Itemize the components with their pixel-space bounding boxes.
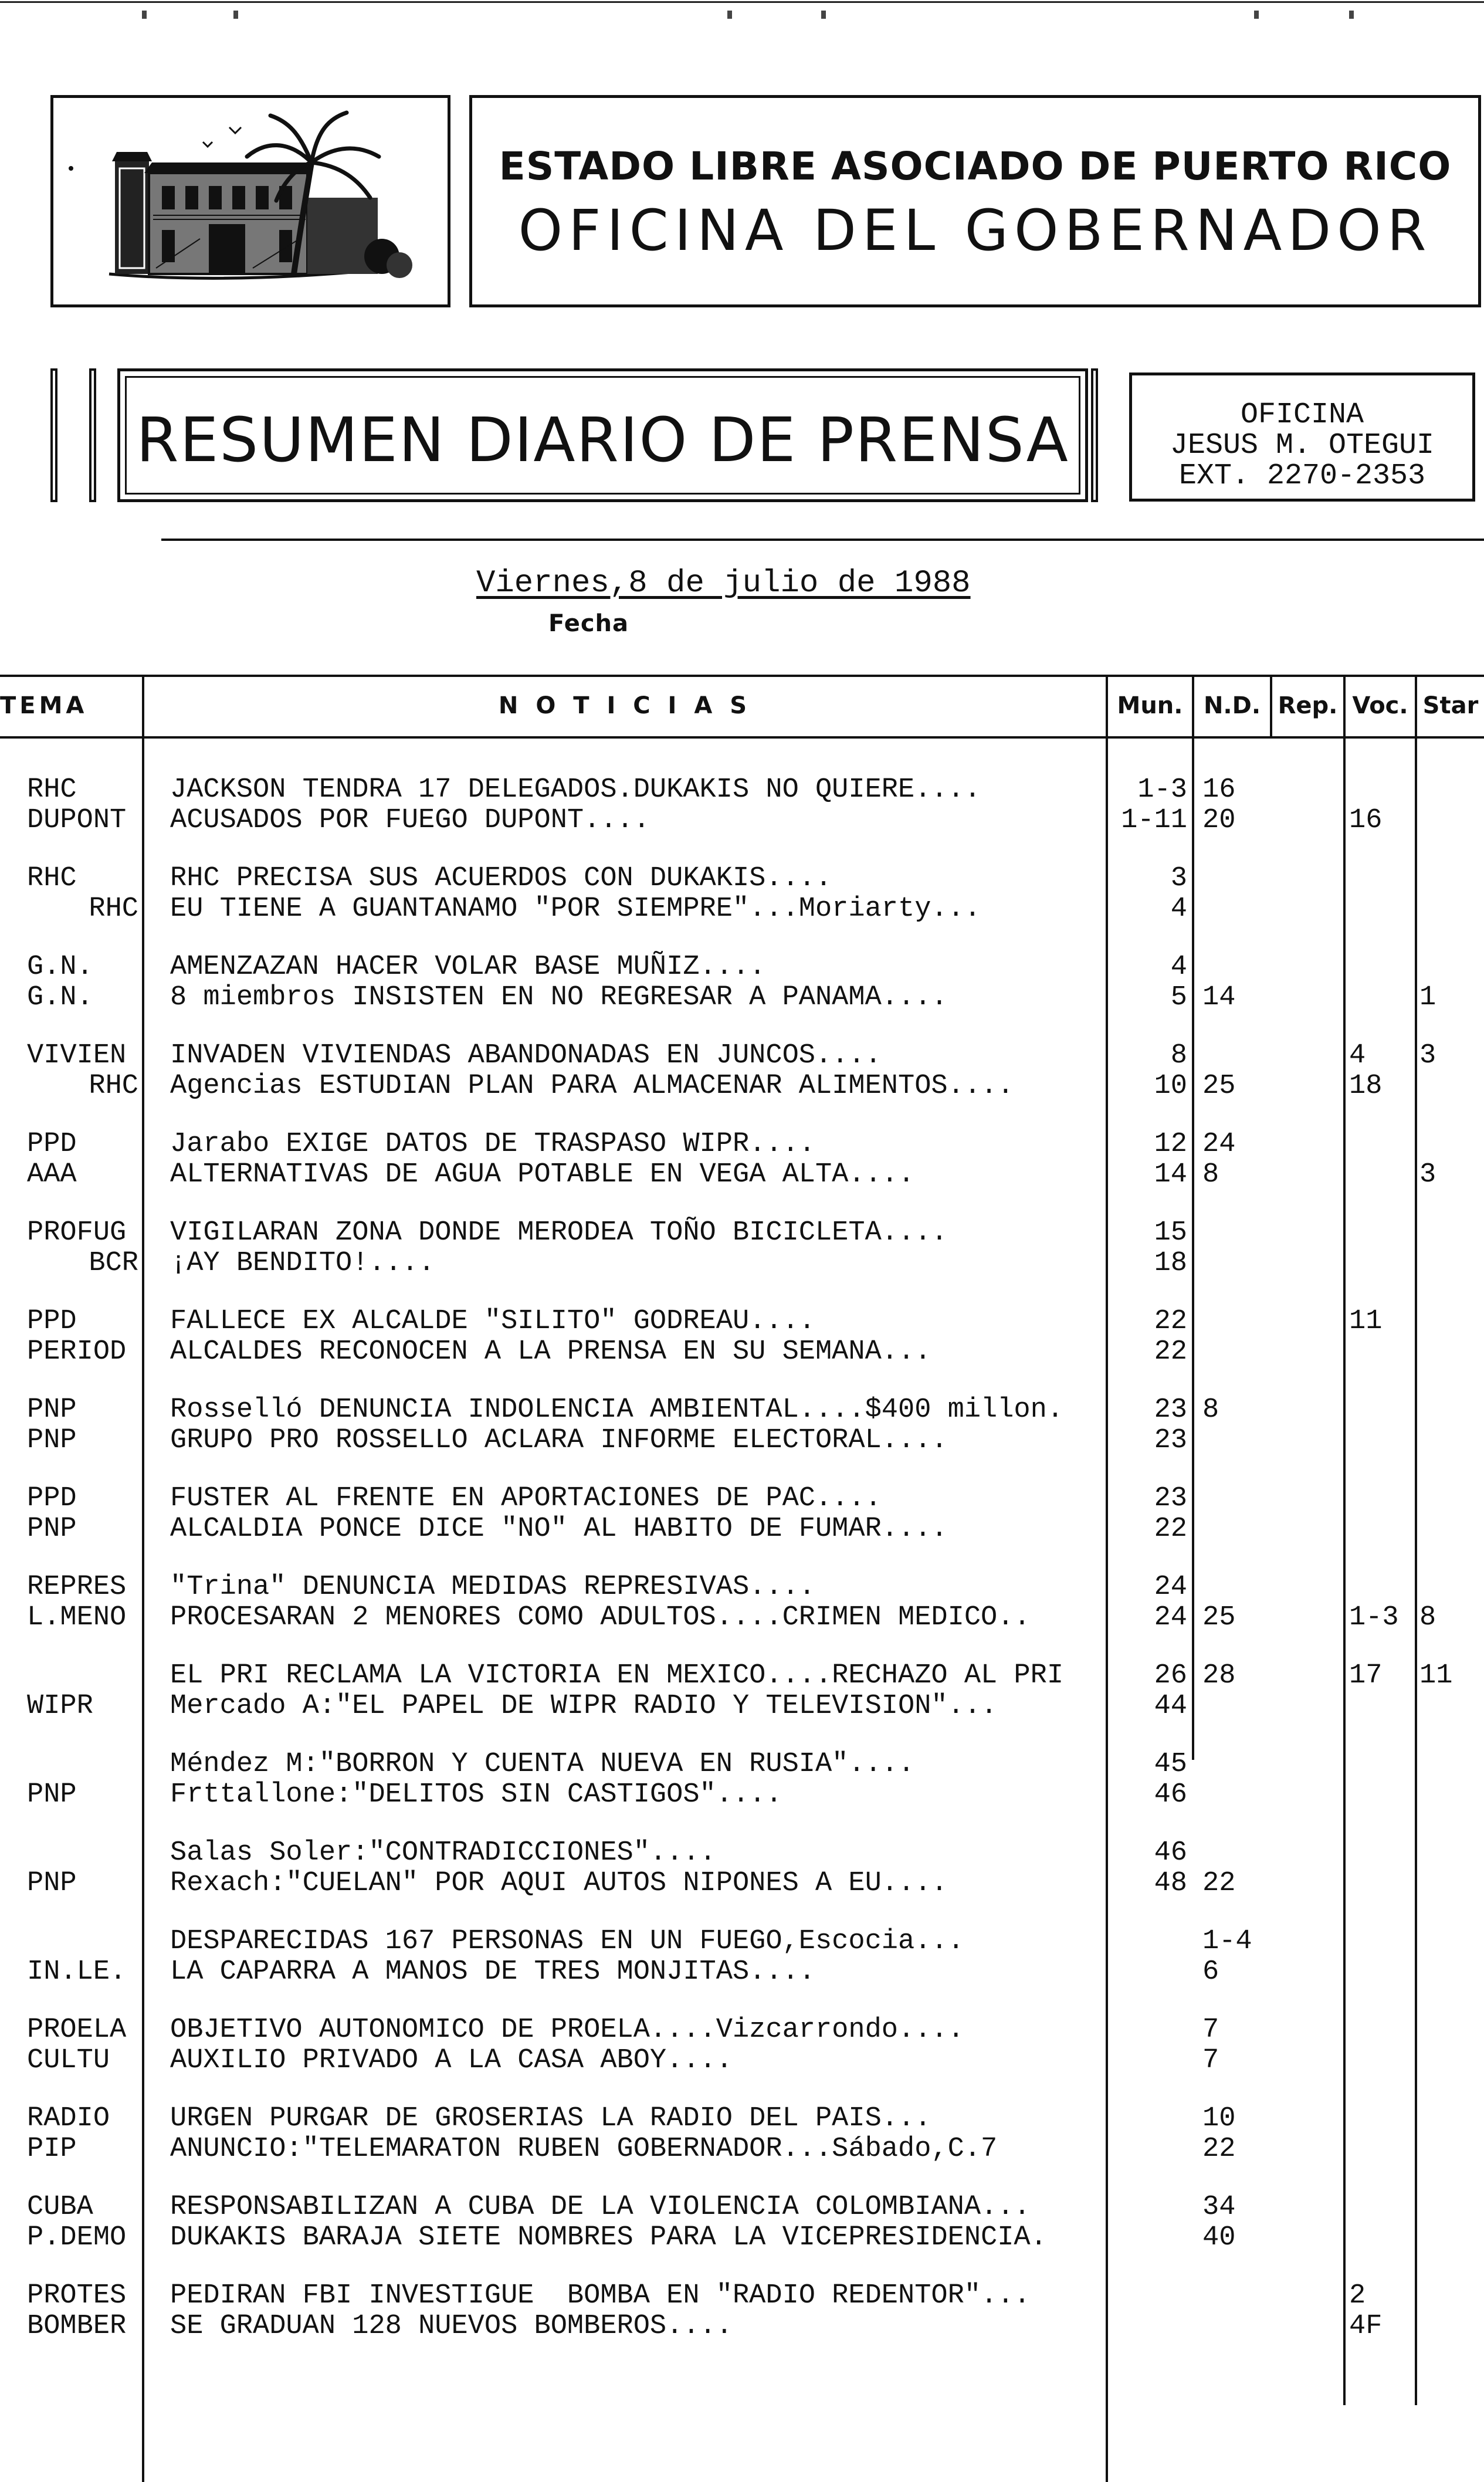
row-noticia: 8 miembros INSISTEN EN NO REGRESAR A PANAMA.... [170,982,948,1013]
row-nd: 24 [1202,1129,1236,1160]
row-noticia: FUSTER AL FRENTE EN APORTACIONES DE PAC.... [170,1483,882,1514]
row-tema: WIPR [27,1691,93,1722]
row-tema: BCR [89,1248,138,1279]
row-mun: 22 [1154,1513,1187,1545]
row-noticia: ACUSADOS POR FUEGO DUPONT.... [170,805,650,836]
row-tema: CUBA [27,2192,93,2223]
date-label: Fecha [548,610,629,637]
government-name: ESTADO LIBRE ASOCIADO DE PUERTO RICO [499,144,1452,189]
row-tema: PIP [27,2134,77,2165]
header-divider [161,539,1484,541]
row-nd: 8 [1202,1159,1219,1190]
row-nd: 1-4 [1202,1926,1252,1957]
scan-mark [142,11,147,19]
column-divider [1415,675,1417,2405]
row-tema: PNP [27,1513,77,1545]
row-mun: 46 [1154,1779,1187,1810]
row-mun: 44 [1154,1691,1187,1722]
row-mun: 15 [1154,1217,1187,1248]
row-tema: IN.LE. [27,1956,127,1987]
table-header-rule [0,736,1484,739]
governor-office-box [469,95,1481,307]
row-noticia: "Trina" DENUNCIA MEDIDAS REPRESIVAS.... [170,1572,815,1603]
row-mun: 23 [1154,1425,1187,1456]
row-tema: BOMBER [27,2311,127,2342]
row-noticia: ANUNCIO:"TELEMARATON RUBEN GOBERNADOR...Sábado,C.7 [170,2134,998,2165]
row-noticia: DESPARECIDAS 167 PERSONAS EN UN FUEGO,Escocia... [170,1926,964,1957]
row-mun: 26 [1154,1660,1187,1691]
row-noticia: ¡AY BENDITO!.... [170,1248,435,1279]
row-voc: 17 [1349,1660,1383,1691]
row-noticia: PEDIRAN FBI INVESTIGUE BOMBA EN "RADIO REDENTOR"... [170,2280,1031,2311]
column-divider [1343,675,1346,2405]
row-tema: G.N. [27,982,93,1013]
row-noticia: INVADEN VIVIENDAS ABANDONADAS EN JUNCOS.... [170,1040,882,1071]
row-voc: 4 [1349,1040,1366,1071]
row-voc: 2 [1349,2280,1366,2311]
row-noticia: SE GRADUAN 128 NUEVOS BOMBEROS.... [170,2311,733,2342]
row-tema: AAA [27,1159,77,1190]
row-tema: RHC [89,1071,138,1102]
row-voc: 1-3 [1349,1602,1399,1633]
row-tema: L.MENO [27,1602,127,1633]
row-mun: 24 [1154,1572,1187,1603]
row-nd: 22 [1202,2134,1236,2165]
date-value: Viernes,8 de julio de 1988 [476,566,971,601]
row-star: 3 [1419,1040,1436,1071]
row-noticia: RESPONSABILIZAN A CUBA DE LA VIOLENCIA COLOMBIANA... [170,2192,1031,2223]
row-nd: 7 [1202,2014,1219,2046]
row-noticia: JACKSON TENDRA 17 DELEGADOS.DUKAKIS NO QUIERE.... [170,774,981,805]
row-nd: 14 [1202,982,1236,1013]
row-mun: 23 [1154,1394,1187,1425]
row-mun: 10 [1154,1071,1187,1102]
row-tema: PNP [27,1425,77,1456]
contact-label: OFICINA [1240,398,1364,432]
row-mun: 1-3 [1137,774,1187,805]
column-header-rep: Rep. [1278,692,1338,719]
row-nd: 34 [1202,2192,1236,2223]
page-title: RESUMEN DIARIO DE PRENSA [136,404,1069,476]
scan-mark [1254,11,1259,19]
row-nd: 20 [1202,805,1236,836]
row-voc: 4F [1349,2311,1383,2342]
row-mun: 22 [1154,1336,1187,1367]
row-tema: PPD [27,1483,77,1514]
row-tema: RHC [89,893,138,925]
row-tema: DUPONT [27,805,127,836]
row-tema: REPRES [27,1572,127,1603]
row-noticia: Frttallone:"DELITOS SIN CASTIGOS".... [170,1779,782,1810]
row-mun: 45 [1154,1749,1187,1780]
row-noticia: DUKAKIS BARAJA SIETE NOMBRES PARA LA VICEPRESIDENCIA. [170,2222,1047,2253]
row-mun: 3 [1170,863,1187,894]
row-tema: RADIO [27,2103,110,2134]
row-mun: 1-11 [1121,805,1187,836]
row-voc: 11 [1349,1306,1383,1337]
row-noticia: ALCALDIA PONCE DICE "NO" AL HABITO DE FUMAR.... [170,1513,948,1545]
row-nd: 28 [1202,1660,1236,1691]
row-noticia: FALLECE EX ALCALDE "SILITO" GODREAU.... [170,1306,815,1337]
row-noticia: Salas Soler:"CONTRADICCIONES".... [170,1837,716,1868]
title-box [117,368,1088,502]
row-tema: PROFUG [27,1217,127,1248]
row-nd: 10 [1202,2103,1236,2134]
office-name: OFICINA DEL GOBERNADOR [518,198,1432,263]
row-mun: 24 [1154,1602,1187,1633]
row-noticia: Rexach:"CUELAN" POR AQUI AUTOS NIPONES A EU.... [170,1868,948,1899]
column-header-nd: N.D. [1203,692,1261,719]
fortaleza-logo [50,95,450,307]
scan-mark [233,11,238,19]
decorative-bar [89,368,96,502]
scan-mark [1349,11,1354,19]
top-edge-line [0,1,1484,3]
row-star: 11 [1419,1660,1453,1691]
column-header-tema: TEMA [0,692,88,719]
row-star: 8 [1419,1602,1436,1633]
contact-extension: EXT. 2270-2353 [1178,459,1426,493]
row-noticia: Méndez M:"BORRON Y CUENTA NUEVA EN RUSIA".... [170,1749,915,1780]
row-tema: RHC [27,863,77,894]
row-nd: 22 [1202,1868,1236,1899]
scan-mark [727,11,732,19]
contact-box [1129,373,1475,502]
row-nd: 25 [1202,1602,1236,1633]
row-tema: PPD [27,1306,77,1337]
column-header-mun: Mun. [1117,692,1183,719]
row-noticia: LA CAPARRA A MANOS DE TRES MONJITAS.... [170,1956,815,1987]
row-mun: 23 [1154,1483,1187,1514]
row-noticia: ALCALDES RECONOCEN A LA PRENSA EN SU SEMANA... [170,1336,931,1367]
row-tema: G.N. [27,952,93,983]
row-noticia: Mercado A:"EL PAPEL DE WIPR RADIO Y TELEVISION"... [170,1691,998,1722]
row-mun: 48 [1154,1868,1187,1899]
row-mun: 4 [1170,952,1187,983]
row-nd: 40 [1202,2222,1236,2253]
scan-mark [821,11,826,19]
row-star: 3 [1419,1159,1436,1190]
row-noticia: GRUPO PRO ROSSELLO ACLARA INFORME ELECTORAL.... [170,1425,948,1456]
column-header-star: Star [1422,692,1479,719]
row-tema: PNP [27,1394,77,1425]
row-noticia: Agencias ESTUDIAN PLAN PARA ALMACENAR ALIMENTOS.... [170,1071,1014,1102]
row-noticia: ALTERNATIVAS DE AGUA POTABLE EN VEGA ALTA.... [170,1159,915,1190]
decorative-bar [50,368,57,502]
row-nd: 16 [1202,774,1236,805]
row-tema: VIVIEN [27,1040,127,1071]
row-noticia: RHC PRECISA SUS ACUERDOS CON DUKAKIS.... [170,863,832,894]
row-noticia: Jarabo EXIGE DATOS DE TRASPASO WIPR.... [170,1129,815,1160]
row-voc: 18 [1349,1071,1383,1102]
row-noticia: VIGILARAN ZONA DONDE MERODEA TOÑO BICICLETA.... [170,1217,948,1248]
column-header-voc: Voc. [1352,692,1408,719]
row-mun: 8 [1170,1040,1187,1071]
row-tema: P.DEMO [27,2222,127,2253]
row-nd: 6 [1202,1956,1219,1987]
row-tema: PERIOD [27,1336,127,1367]
row-star: 1 [1419,982,1436,1013]
palace-palm-illustration [53,98,448,304]
row-mun: 12 [1154,1129,1187,1160]
row-noticia: PROCESARAN 2 MENORES COMO ADULTOS....CRIMEN MEDICO.. [170,1602,1031,1633]
decorative-bar [1091,368,1098,502]
row-noticia: URGEN PURGAR DE GROSERIAS LA RADIO DEL PAIS... [170,2103,931,2134]
row-noticia: AMENZAZAN HACER VOLAR BASE MUÑIZ.... [170,952,766,983]
row-mun: 18 [1154,1248,1187,1279]
row-noticia: AUXILIO PRIVADO A LA CASA ABOY.... [170,2045,733,2076]
row-tema: PROELA [27,2014,127,2046]
row-noticia: EL PRI RECLAMA LA VICTORIA EN MEXICO....RECHAZO AL PRI [170,1660,1064,1691]
row-mun: 22 [1154,1306,1187,1337]
row-noticia: EU TIENE A GUANTANAMO "POR SIEMPRE"...Moriarty... [170,893,981,925]
column-header-noticias: N O T I C I A S [498,692,752,719]
row-tema: PROTES [27,2280,127,2311]
row-tema: CULTU [27,2045,110,2076]
row-mun: 5 [1170,982,1187,1013]
row-tema: RHC [27,774,77,805]
column-divider [142,675,144,2482]
row-mun: 4 [1170,893,1187,925]
column-divider [1192,675,1194,1760]
table-top-rule [0,675,1484,677]
row-noticia: Rosselló DENUNCIA INDOLENCIA AMBIENTAL....$400 millon. [170,1394,1064,1425]
row-tema: PNP [27,1868,77,1899]
row-tema: PPD [27,1129,77,1160]
row-nd: 8 [1202,1394,1219,1425]
contact-name: JESUS M. OTEGUI [1170,429,1435,462]
row-mun: 46 [1154,1837,1187,1868]
row-nd: 7 [1202,2045,1219,2076]
row-voc: 16 [1349,805,1383,836]
row-tema: PNP [27,1779,77,1810]
row-noticia: OBJETIVO AUTONOMICO DE PROELA....Vizcarrondo.... [170,2014,964,2046]
row-mun: 14 [1154,1159,1187,1190]
row-nd: 25 [1202,1071,1236,1102]
